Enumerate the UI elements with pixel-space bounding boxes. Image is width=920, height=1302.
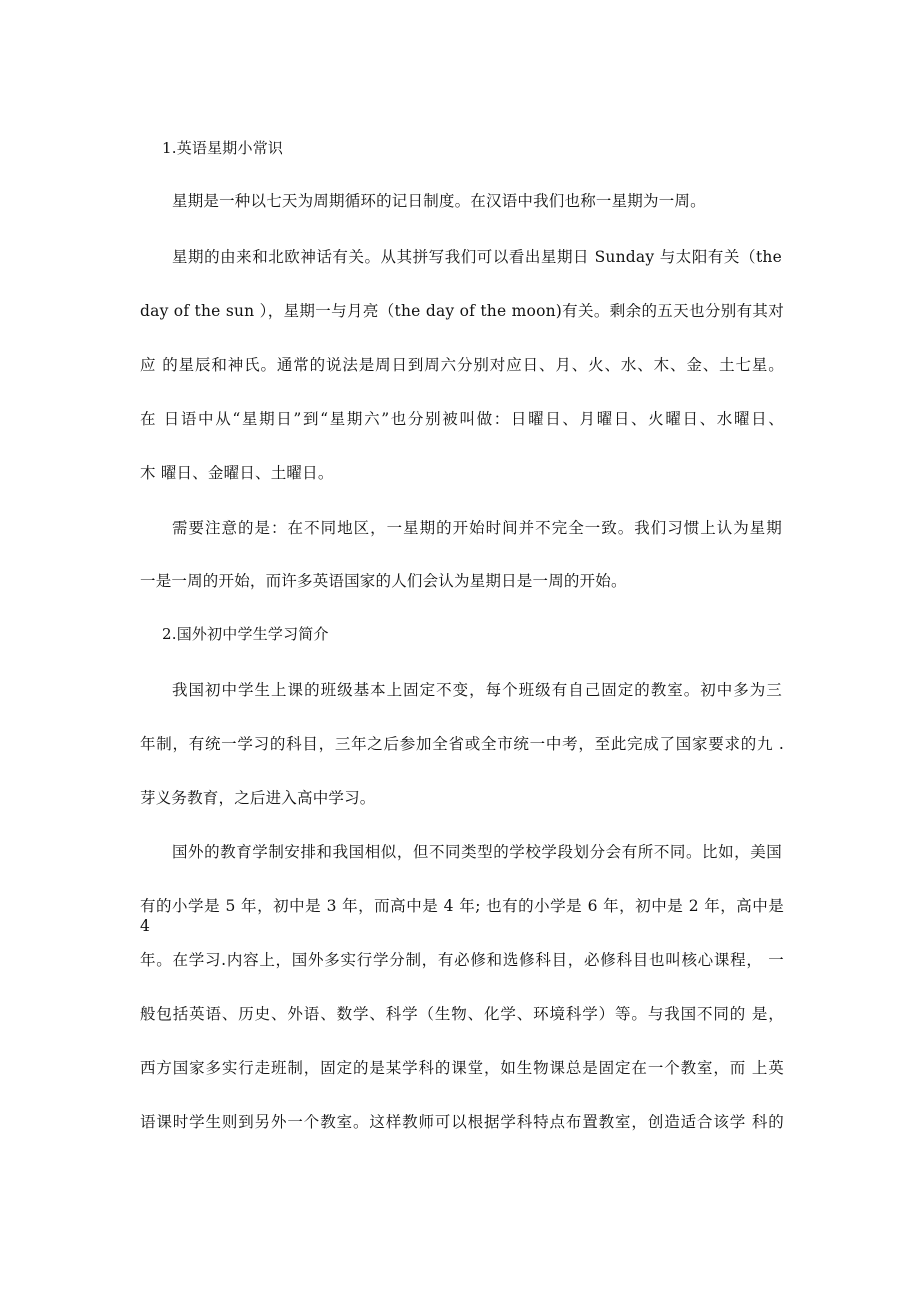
paragraph-line: 木 曜日、金曜日、土曜日。 xyxy=(140,464,334,482)
section-heading-2: 2.国外初中学生学习简介 xyxy=(162,625,329,643)
paragraph-line: day of the sun ），星期一与月亮（the day of the moon)有关。剩余的五天也分别有其对 xyxy=(140,302,784,320)
paragraph-line: 一是一周的开始，而许多英语国家的人们会认为星期日是一周的开始。 xyxy=(140,572,627,590)
paragraph-line: 年制，有统一学习的科目，三年之后参加全省或全市统一中考，至此完成了国家要求的九 . xyxy=(140,735,784,753)
paragraph-line: 需要注意的是：在不同地区，一星期的开始时间并不完全一致。我们习惯上认为星期 xyxy=(172,519,782,537)
paragraph-line: 般包括英语、历史、外语、数学、科学（生物、化学、环境科学）等。与我国不同的 是， xyxy=(140,1005,784,1023)
paragraph-line: 在 日语中从“星期日”到“星期六”也分别被叫做：日曜日、月曜日、火曜日、水曜日、 xyxy=(140,410,784,428)
paragraph-line: 国外的教育学制安排和我国相似，但不同类型的学校学段划分会有所不同。比如，美国 xyxy=(172,843,782,861)
paragraph-line: 我国初中学生上课的班级基本上固定不变，每个班级有自己固定的教室。初中多为三 xyxy=(172,681,782,699)
paragraph-line: 应 的星辰和神氏。通常的说法是周日到周六分别对应日、月、火、水、木、金、土七星。 xyxy=(140,356,784,374)
paragraph-line: 星期是一种以七天为周期循环的记日制度。在汉语中我们也称一星期为一周。 xyxy=(172,192,706,210)
paragraph-line: 语课时学生则到另外一个教室。这样教师可以根据学科特点布置教室，创造适合该学 科的 xyxy=(140,1113,784,1131)
paragraph-line: 年。在学习.内容上，国外多实行学分制，有必修和选修科目，必修科目也叫核心课程， 一 xyxy=(140,951,784,969)
section-heading-1: 1.英语星期小常识 xyxy=(162,139,284,157)
paragraph-line: 西方国家多实行走班制，固定的是某学科的课堂，如生物课总是固定在一个教室，而 上英 xyxy=(140,1059,784,1077)
paragraph-line: 有的小学是 5 年，初中是 3 年，而高中是 4 年; 也有的小学是 6 年，初中是 2 年，高中是 4 xyxy=(140,897,784,935)
paragraph-line: 芽义务教育，之后进入高中学习。 xyxy=(140,789,376,807)
paragraph-line: 星期的由来和北欧神话有关。从其拼写我们可以看出星期日 Sunday 与太阳有关（the xyxy=(172,248,782,266)
